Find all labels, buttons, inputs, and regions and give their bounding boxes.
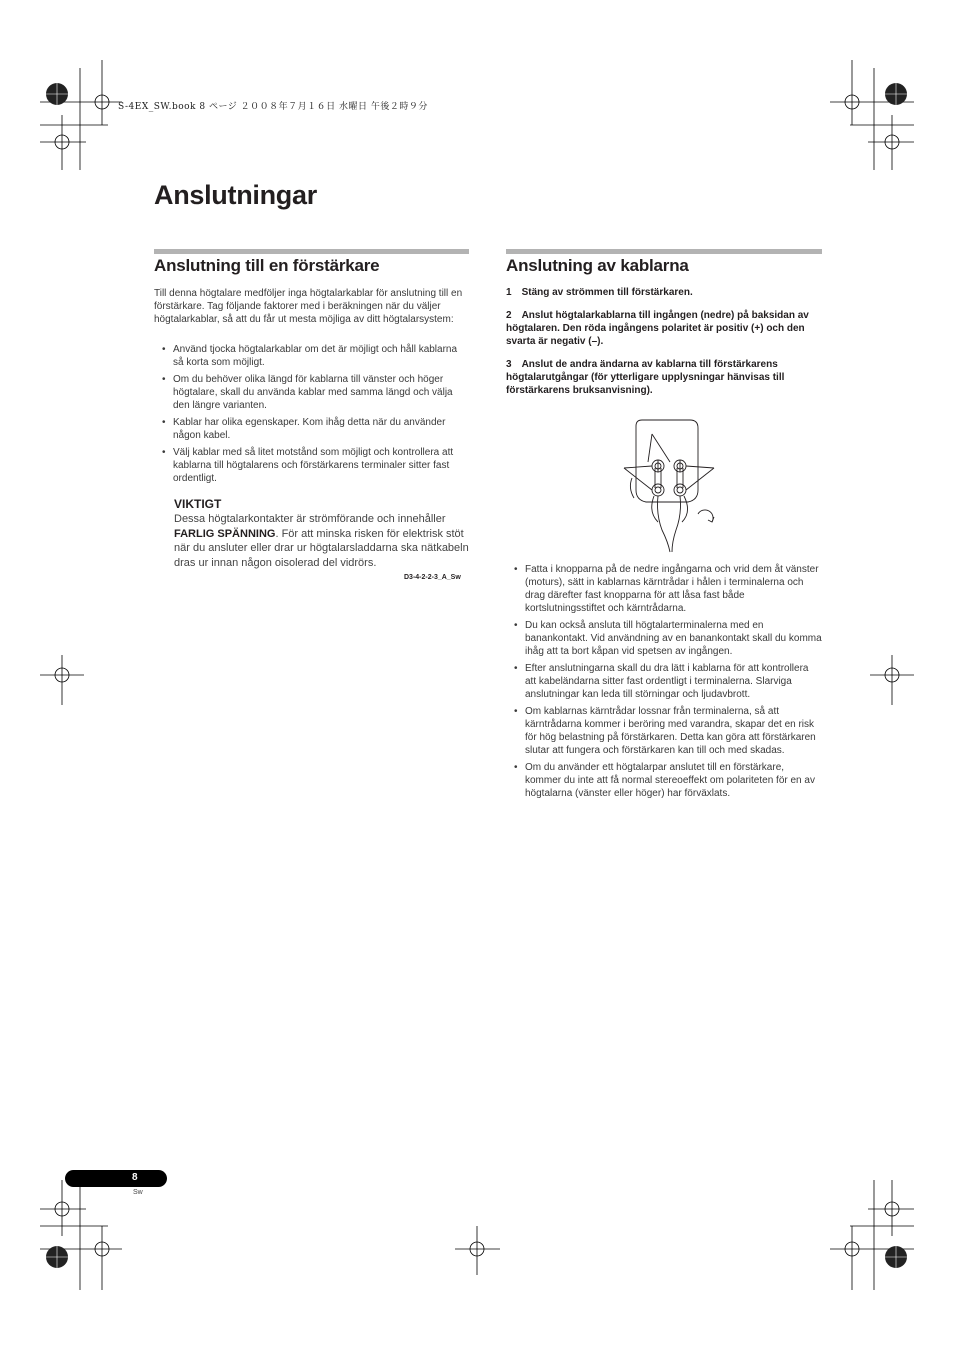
section-heading-right: Anslutning av kablarna — [506, 256, 689, 275]
section-heading-left: Anslutning till en förstärkare — [154, 256, 380, 275]
warning-emphasis: FARLIG SPÄNNING — [174, 527, 276, 540]
list-item: • Använd tjocka högtalarkablar om det är möjligt och håll kablarna så korta som möjligt. — [154, 343, 470, 369]
list-item: • Välj kablar med så litet motstånd som möjligt och kontrollera att kablarna till högtalarens och förstärkarens terminaler sitter fast ordentligt. — [154, 446, 470, 485]
list-item: • Fatta i knopparna på de nedre ingångarna och vrid dem åt vänster (moturs), sätt in kablarnas kärntrådar i hålen i terminalerna och drag därefter fast knopparna för att låsa fast både kortslutningsstiftet och kärntrådarna. — [506, 563, 822, 615]
intro-paragraph: Till denna högtalare medföljer inga högtalarkablar för anslutning till en förstärkare. Tag följande faktorer med i beräkningen när du väljer högtalarkablar, så att du får ut mesta möjliga av ditt högtalarsystem: — [154, 288, 463, 325]
left-bullet-list — [154, 343, 470, 489]
step-item: 2 Anslut högtalarkablarna till ingången (nedre) på baksidan av högtalaren. Den röda ingångens polaritet är positiv (+) och den svarta är negativ (–). — [506, 310, 809, 347]
step-item: 3 Anslut de andra ändarna av kablarna till förstärkarens högtalarutgångar (för ytterligare upplysningar hänvisas till förstärkarens bruksanvisning). — [506, 359, 785, 396]
warning-text: Dessa högtalarkontakter är strömförande och innehåller FARLIG SPÄNNING. För att minska risken för elektrisk stöt när du ansluter eller drar ur högtalarsladdarna ska nätkabeln dras ur innan någon oisolerad del vidrörs. — [174, 513, 469, 569]
section-divider-left — [154, 249, 469, 254]
list-item: • Om du använder ett högtalarpar anslutet till en förstärkare, kommer du inte att få normal stereoeffekt om polariteten för en av högtalarna (vänster eller höger) har förväxlats. — [506, 761, 822, 800]
terminal-connection-illustration — [612, 418, 722, 553]
warning-box — [174, 497, 470, 570]
steps-list — [506, 286, 822, 407]
list-item: • Om du behöver olika längd för kablarna till vänster och höger högtalare, skall du använda kablar med samma längd och välja den längre varianten. — [154, 373, 470, 412]
step-item: 1 Stäng av strömmen till förstärkaren. — [506, 287, 693, 298]
list-item: • Kablar har olika egenskaper. Kom ihåg detta när du använder någon kabel. — [154, 416, 470, 442]
list-item: • Om kablarnas kärntrådar lossnar från terminalerna, så att kärntrådarna kommer i beröring med varandra, skapar det en risk för hög belastning på förstärkaren. Detta kan göra att förstärkaren slutar att fungera och förstärkaren kan till och med skadas. — [506, 705, 822, 757]
page-title: Anslutningar — [154, 180, 317, 210]
language-code: Sw — [133, 1189, 143, 1196]
section-divider-right — [506, 249, 822, 254]
warning-title: VIKTIGT — [174, 497, 222, 511]
page-number-tab — [65, 1170, 167, 1187]
list-item: • Du kan också ansluta till högtalarterminalerna med en banankontakt. Vid användning av en banankontakt skall du komma ihåg att ta bort kåpan vid spetsen av ingången. — [506, 619, 822, 658]
list-item: • Efter anslutningarna skall du dra lätt i kablarna för att kontrollera att kabeländarna sitter fast ordentligt i terminalerna. Slarviga anslutningar kan leda till störningar och ljudavbrott. — [506, 662, 822, 701]
print-header-note: S-4EX_SW.book 8 ページ ２００８年７月１６日 水曜日 午後２時９分 — [118, 102, 428, 112]
page-number: 8 — [132, 1172, 138, 1183]
right-bullet-list — [506, 563, 822, 804]
document-code: D3-4-2-2-3_A_Sw — [404, 574, 461, 581]
